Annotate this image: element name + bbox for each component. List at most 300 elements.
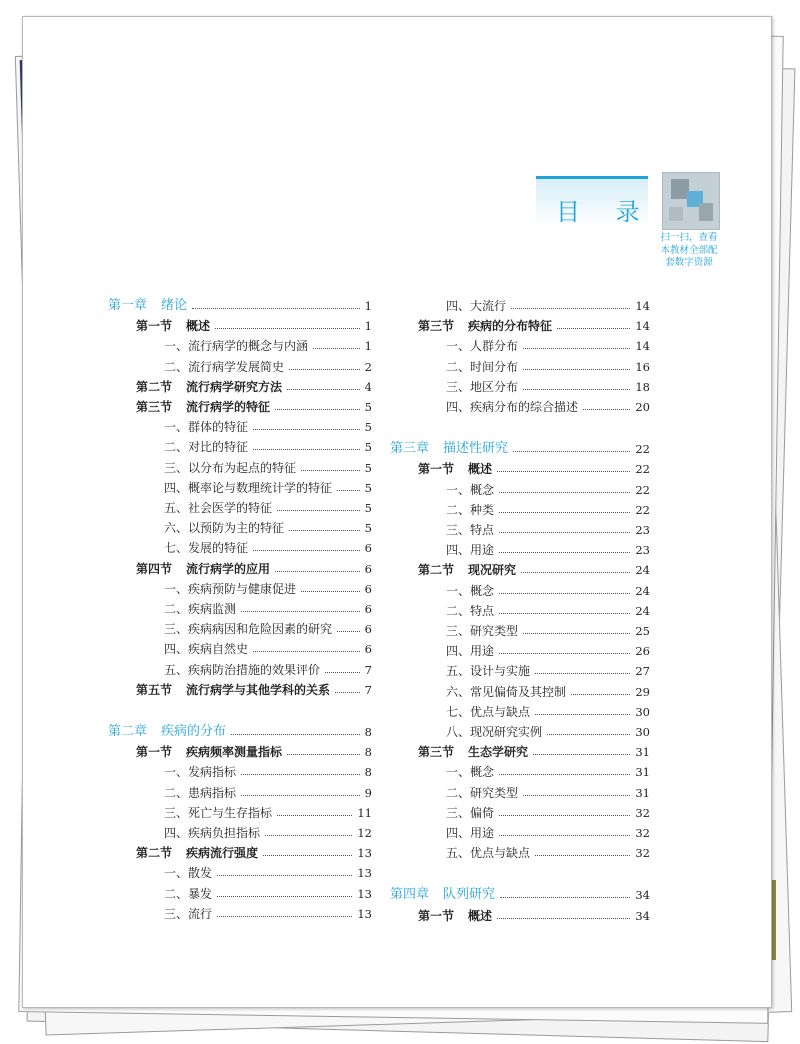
toc-entry-label xyxy=(164,599,236,619)
toc-entry-number: 第一章 xyxy=(108,298,148,313)
toc-entry-title: 三、流行 xyxy=(164,906,213,921)
dot-leader xyxy=(337,631,360,632)
toc-item-row[interactable] xyxy=(446,397,650,417)
toc-page-number: 20 xyxy=(635,400,650,414)
toc-section-row[interactable] xyxy=(418,742,650,762)
toc-entry-title: 二、疾病监测 xyxy=(164,602,237,616)
toc-page-number: 13 xyxy=(357,846,372,861)
dot-leader xyxy=(275,409,360,410)
dot-leader xyxy=(583,409,630,410)
toc-page-number: 22 xyxy=(635,462,650,477)
toc-section-row[interactable] xyxy=(136,843,372,863)
toc-entry-title: 一、散发 xyxy=(164,866,213,881)
toc-entry-label xyxy=(164,458,296,478)
dot-leader xyxy=(231,734,360,735)
toc-item-row[interactable] xyxy=(446,682,650,702)
toc-entry-label xyxy=(446,581,494,601)
toc-entry-label xyxy=(418,742,528,762)
toc-entry-label xyxy=(446,377,518,397)
toc-entry-label xyxy=(446,803,494,823)
toc-item-row[interactable] xyxy=(446,823,650,843)
toc-item-row[interactable] xyxy=(164,336,372,356)
toc-entry-label xyxy=(108,722,226,742)
toc-item-row[interactable] xyxy=(446,843,650,863)
toc-entry-number: 第二节 xyxy=(136,379,173,394)
dot-leader xyxy=(497,918,630,919)
toc-page-number: 12 xyxy=(357,826,372,840)
toc-entry-label xyxy=(164,884,212,904)
toc-section-row[interactable] xyxy=(418,906,650,926)
toc-entry-number: 第三章 xyxy=(390,441,430,457)
dot-leader xyxy=(499,492,630,493)
toc-page-number: 34 xyxy=(635,888,650,903)
toc-entry-title: 现况研究 xyxy=(468,563,517,578)
toc-entry-number: 第四章 xyxy=(390,887,430,903)
toc-entry-title: 六、以预防为主的特征 xyxy=(164,521,285,536)
toc-entry-title: 二、暴发 xyxy=(164,886,213,901)
toc-entry-title: 四、用途 xyxy=(446,644,495,659)
toc-entry-label xyxy=(136,843,258,863)
toc-item-row[interactable] xyxy=(164,904,372,924)
toc-entry-label xyxy=(446,823,494,843)
qr-code-icon[interactable] xyxy=(662,172,720,230)
toc-entry-label xyxy=(446,357,518,377)
dot-leader xyxy=(241,611,360,612)
toc-item-row[interactable] xyxy=(446,540,650,560)
toc-entry-label xyxy=(164,660,320,680)
toc-entry-title: 疾病频率测量指标 xyxy=(186,745,283,760)
toc-entry-label xyxy=(418,906,492,926)
toc-entry-label xyxy=(164,783,236,803)
toc-item-row[interactable] xyxy=(446,520,650,540)
toc-item-row[interactable] xyxy=(446,357,650,377)
toc-entry-label xyxy=(164,619,332,639)
toc-entry-label xyxy=(164,803,272,823)
toc-page-number: 32 xyxy=(635,846,650,861)
toc-entry-title: 二、患病指标 xyxy=(164,785,237,800)
toc-page-number: 18 xyxy=(635,379,650,394)
dot-leader xyxy=(335,692,360,693)
dot-leader xyxy=(499,552,630,553)
toc-entry-title: 四、概率论与数理统计学的特征 xyxy=(164,480,333,495)
toc-entry-label xyxy=(164,518,284,538)
toc-entry-title: 生态学研究 xyxy=(468,745,529,760)
toc-entry-label xyxy=(136,680,330,700)
dot-leader xyxy=(533,754,630,755)
dot-leader xyxy=(521,572,630,573)
dot-leader xyxy=(497,471,630,472)
toc-page-number: 24 xyxy=(635,583,650,598)
dot-leader xyxy=(265,835,352,836)
toc-item-row[interactable] xyxy=(164,884,372,904)
dot-leader xyxy=(499,815,630,816)
toc-entry-title: 一、概念 xyxy=(446,482,495,497)
toc-page-number: 31 xyxy=(635,745,650,760)
toc-page-number: 34 xyxy=(635,908,650,923)
toc-item-row[interactable] xyxy=(164,458,372,478)
toc-entry-title: 六、常见偏倚及其控制 xyxy=(446,684,567,699)
toc-entry-number: 第三节 xyxy=(136,400,173,414)
toc-item-row[interactable] xyxy=(164,538,372,558)
toc-item-row[interactable] xyxy=(446,336,650,356)
toc-entry-label xyxy=(418,316,552,336)
toc-item-row[interactable] xyxy=(446,500,650,520)
toc-page-number: 1 xyxy=(364,339,372,354)
toc-page-number: 16 xyxy=(635,359,650,374)
qr-caption: 扫一扫，查看本教材全部配套数字资源 xyxy=(660,232,718,269)
toc-item-row[interactable] xyxy=(446,601,650,621)
toc-page-number: 23 xyxy=(635,523,650,537)
toc-item-row[interactable] xyxy=(446,722,650,742)
dot-leader xyxy=(557,328,630,329)
toc-entry-number: 第一节 xyxy=(136,319,173,334)
toc-entry-title: 二、对比的特征 xyxy=(164,440,249,455)
dot-leader xyxy=(500,897,630,898)
dot-leader xyxy=(215,328,360,329)
toc-entry-title: 四、用途 xyxy=(446,543,495,558)
toc-entry-title: 绪论 xyxy=(161,298,188,313)
toc-page-number: 9 xyxy=(364,785,372,800)
toc-entry-number: 第四节 xyxy=(136,561,173,576)
dot-leader xyxy=(499,593,630,594)
toc-section-row[interactable] xyxy=(418,459,650,479)
toc-chapter-row[interactable] xyxy=(108,296,372,316)
toc-entry-number: 第二节 xyxy=(418,563,455,578)
dot-leader xyxy=(499,532,630,533)
toc-page-number: 29 xyxy=(635,684,650,699)
toc-entry-title: 三、特点 xyxy=(446,523,495,537)
toc-page-number: 6 xyxy=(364,561,372,576)
dot-leader xyxy=(253,429,360,430)
dot-leader xyxy=(523,795,630,796)
toc-entry-number: 第三节 xyxy=(418,319,455,334)
toc-item-row[interactable] xyxy=(164,437,372,457)
toc-page-number: 11 xyxy=(357,805,372,820)
toc-page xyxy=(22,16,772,1008)
toc-page-number: 2 xyxy=(364,359,372,374)
toc-entry-title: 二、流行病学发展简史 xyxy=(164,359,285,374)
toc-entry-title: 二、特点 xyxy=(446,603,495,618)
toc-entry-title: 一、流行病学的概念与内涵 xyxy=(164,339,309,354)
toc-item-row[interactable] xyxy=(446,641,650,661)
dot-leader xyxy=(571,694,630,695)
toc-entry-title: 一、发病指标 xyxy=(164,765,237,780)
toc-item-row[interactable] xyxy=(446,702,650,722)
toc-entry-title: 疾病的分布特征 xyxy=(468,319,553,334)
dot-leader xyxy=(241,795,360,796)
toc-item-row[interactable] xyxy=(446,296,650,316)
toc-entry-label xyxy=(446,641,494,661)
toc-section-row[interactable] xyxy=(136,377,372,397)
toc-entry-label xyxy=(446,520,494,540)
toc-entry-title: 流行病学的特征 xyxy=(186,400,271,414)
toc-item-row[interactable] xyxy=(164,762,372,782)
toc-page-number: 7 xyxy=(364,682,372,697)
toc-entry-title: 五、社会医学的特征 xyxy=(164,501,273,515)
toc-entry-label xyxy=(446,296,506,316)
toc-page-number: 8 xyxy=(364,765,372,780)
toc-entry-number: 第五节 xyxy=(136,682,173,697)
toc-entry-title: 四、疾病负担指标 xyxy=(164,826,261,840)
toc-item-row[interactable] xyxy=(446,377,650,397)
toc-entry-title: 四、用途 xyxy=(446,826,495,840)
toc-entry-label xyxy=(446,843,530,863)
toc-item-row[interactable] xyxy=(164,639,372,659)
toc-entry-label xyxy=(446,661,530,681)
toc-item-row[interactable] xyxy=(164,478,372,498)
toc-section-row[interactable] xyxy=(136,397,372,417)
dot-leader xyxy=(192,308,360,309)
toc-entry-title: 流行病学与其他学科的关系 xyxy=(186,682,331,697)
toc-page-number: 4 xyxy=(364,379,372,394)
dot-leader xyxy=(499,512,630,513)
toc-entry-number: 第一节 xyxy=(136,745,173,760)
toc-page-number: 8 xyxy=(364,745,372,760)
toc-item-row[interactable] xyxy=(164,417,372,437)
toc-chapter-row[interactable] xyxy=(390,885,650,905)
toc-entry-label xyxy=(446,621,518,641)
toc-page-number: 24 xyxy=(635,603,650,618)
toc-page-number: 32 xyxy=(635,805,650,820)
toc-entry-title: 五、疾病防治措施的效果评价 xyxy=(164,662,321,677)
dot-leader xyxy=(277,815,352,816)
toc-entry-title: 七、优点与缺点 xyxy=(446,704,531,719)
toc-page-number: 1 xyxy=(364,299,372,313)
toc-entry-label xyxy=(164,762,236,782)
toc-entry-title: 一、人群分布 xyxy=(446,339,519,354)
toc-item-row[interactable] xyxy=(164,863,372,883)
toc-entry-title: 二、研究类型 xyxy=(446,785,519,800)
toc-page-number: 5 xyxy=(364,521,372,536)
toc-entry-title: 队列研究 xyxy=(443,887,496,903)
toc-entry-title: 二、种类 xyxy=(446,502,495,517)
toc-item-row[interactable] xyxy=(164,823,372,843)
toc-section-row[interactable] xyxy=(136,742,372,762)
toc-page-number: 13 xyxy=(357,906,372,921)
toc-entry-title: 概述 xyxy=(468,908,493,923)
toc-item-row[interactable] xyxy=(446,581,650,601)
toc-entry-title: 四、疾病分布的综合描述 xyxy=(446,400,579,414)
toc-page-number: 23 xyxy=(635,543,650,558)
toc-entry-label xyxy=(446,762,494,782)
toc-entry-number: 第一节 xyxy=(418,462,455,477)
toc-page-number: 14 xyxy=(635,319,650,334)
toc-page-number: 30 xyxy=(635,725,650,739)
toc-item-row[interactable] xyxy=(446,762,650,782)
toc-entry-label xyxy=(164,904,212,924)
toc-entry-title: 疾病流行强度 xyxy=(186,846,259,861)
toc-item-row[interactable] xyxy=(164,783,372,803)
toc-item-row[interactable] xyxy=(164,660,372,680)
toc-entry-title: 八、现况研究实例 xyxy=(446,725,543,739)
toc-page-number: 5 xyxy=(364,480,372,495)
toc-entry-label xyxy=(164,823,260,843)
toc-item-row[interactable] xyxy=(164,599,372,619)
toc-entry-title: 三、偏倚 xyxy=(446,805,495,820)
toc-item-row[interactable] xyxy=(446,783,650,803)
toc-entry-label xyxy=(164,437,248,457)
toc-entry-title: 流行病学研究方法 xyxy=(186,379,283,394)
toc-entry-title: 三、研究类型 xyxy=(446,624,519,638)
toc-entry-label xyxy=(164,538,248,558)
toc-entry-label xyxy=(164,863,212,883)
toc-entry-label xyxy=(164,336,308,356)
toc-item-row[interactable] xyxy=(164,803,372,823)
toc-entry-label xyxy=(164,579,296,599)
toc-entry-title: 四、大流行 xyxy=(446,299,507,313)
dot-leader xyxy=(301,470,360,471)
toc-entry-title: 一、概念 xyxy=(446,583,495,598)
dot-leader xyxy=(217,916,352,917)
toc-entry-label xyxy=(446,540,494,560)
toc-entry-title: 二、时间分布 xyxy=(446,359,519,374)
toc-entry-number: 第一节 xyxy=(418,908,455,923)
toc-entry-label xyxy=(418,459,492,479)
toc-page-number: 6 xyxy=(364,581,372,596)
dot-leader xyxy=(547,734,630,735)
toc-entry-label xyxy=(136,377,282,397)
dot-leader xyxy=(523,389,630,390)
toc-entry-title: 一、群体的特征 xyxy=(164,420,249,435)
toc-item-row[interactable] xyxy=(446,480,650,500)
toc-page-number: 13 xyxy=(357,886,372,901)
toc-entry-label xyxy=(446,601,494,621)
dot-leader xyxy=(511,308,630,309)
dot-leader xyxy=(535,855,630,856)
toc-page-number: 13 xyxy=(357,866,372,881)
toc-entry-title: 三、以分布为起点的特征 xyxy=(164,460,297,475)
toc-page-number: 8 xyxy=(364,725,372,739)
toc-entry-label xyxy=(446,480,494,500)
dot-leader xyxy=(289,369,360,370)
toc-item-row[interactable] xyxy=(446,621,650,641)
toc-entry-title: 三、疾病病因和危险因素的研究 xyxy=(164,622,333,637)
dot-leader xyxy=(277,510,360,511)
toc-page-number: 6 xyxy=(364,622,372,637)
toc-entry-label xyxy=(446,336,518,356)
toc-entry-label xyxy=(446,702,530,722)
dot-leader xyxy=(217,896,352,897)
toc-entry-title: 概述 xyxy=(186,319,211,334)
toc-page-number: 31 xyxy=(635,765,650,780)
dot-leader xyxy=(499,653,630,654)
dot-leader xyxy=(535,673,630,674)
toc-item-row[interactable] xyxy=(164,518,372,538)
toc-chapter-row[interactable] xyxy=(390,439,650,459)
toc-page-number: 22 xyxy=(635,442,650,457)
toc-item-row[interactable] xyxy=(446,661,650,681)
toc-page-number: 25 xyxy=(635,624,650,638)
toc-entry-number: 第二章 xyxy=(108,724,148,739)
toc-entry-title: 三、地区分布 xyxy=(446,379,519,394)
toc-entry-number: 第二节 xyxy=(136,846,173,861)
toc-entry-title: 疾病的分布 xyxy=(161,724,227,739)
toc-entry-label xyxy=(446,500,494,520)
toc-entry-label xyxy=(164,498,272,518)
toc-page-number: 22 xyxy=(635,502,650,517)
toc-entry-label xyxy=(164,417,248,437)
toc-item-row[interactable] xyxy=(446,803,650,823)
toc-page-number: 5 xyxy=(364,460,372,475)
toc-section-row[interactable] xyxy=(136,559,372,579)
toc-page-number: 30 xyxy=(635,704,650,719)
dot-leader xyxy=(287,389,360,390)
toc-page-number: 31 xyxy=(635,785,650,800)
dot-leader xyxy=(523,348,630,349)
toc-entry-title: 三、死亡与生存指标 xyxy=(164,805,273,820)
toc-page-number: 5 xyxy=(364,420,372,435)
toc-entry-title: 五、优点与缺点 xyxy=(446,846,531,861)
dot-leader xyxy=(289,530,360,531)
toc-entry-number: 第三节 xyxy=(418,745,455,760)
toc-entry-label xyxy=(390,885,495,905)
toc-page-number: 6 xyxy=(364,642,372,657)
toc-entry-label xyxy=(164,639,248,659)
page-title: 目 录 xyxy=(556,198,654,226)
dot-leader xyxy=(275,571,360,572)
toc-entry-label xyxy=(136,559,270,579)
toc-page-number: 7 xyxy=(364,662,372,677)
dot-leader xyxy=(217,875,352,876)
toc-entry-label xyxy=(108,296,187,316)
toc-page-number: 5 xyxy=(364,400,372,414)
toc-entry-label xyxy=(136,316,210,336)
dot-leader xyxy=(535,714,630,715)
dot-leader xyxy=(499,613,630,614)
dot-leader xyxy=(499,774,630,775)
toc-chapter-row[interactable] xyxy=(108,722,372,742)
toc-item-row[interactable] xyxy=(164,498,372,518)
toc-entry-title: 描述性研究 xyxy=(443,441,509,457)
toc-section-row[interactable] xyxy=(418,560,650,580)
toc-entry-label xyxy=(136,742,282,762)
dot-leader xyxy=(325,672,360,673)
dot-leader xyxy=(513,451,630,452)
toc-item-row[interactable] xyxy=(164,619,372,639)
toc-section-row[interactable] xyxy=(136,680,372,700)
dot-leader xyxy=(499,835,630,836)
toc-entry-title: 流行病学的应用 xyxy=(186,561,271,576)
toc-entry-label xyxy=(446,397,578,417)
toc-page-number: 1 xyxy=(364,319,372,334)
dot-leader xyxy=(253,449,360,450)
toc-entry-label xyxy=(136,397,270,417)
toc-page-number: 6 xyxy=(364,602,372,616)
toc-entry-title: 概述 xyxy=(468,462,493,477)
toc-entry-label xyxy=(418,560,516,580)
toc-section-row[interactable] xyxy=(418,316,650,336)
dot-leader xyxy=(523,633,630,634)
toc-entry-title: 五、设计与实施 xyxy=(446,664,531,679)
toc-item-row[interactable] xyxy=(164,357,372,377)
toc-page-number: 24 xyxy=(635,563,650,578)
toc-page-number: 6 xyxy=(364,541,372,556)
toc-page-number: 22 xyxy=(635,482,650,497)
toc-entry-label xyxy=(446,783,518,803)
toc-entry-title: 一、概念 xyxy=(446,765,495,780)
toc-entry-title: 七、发展的特征 xyxy=(164,541,249,556)
dot-leader xyxy=(313,348,360,349)
dot-leader xyxy=(253,550,360,551)
toc-page-number: 14 xyxy=(635,339,650,354)
toc-entry-title: 四、疾病自然史 xyxy=(164,642,249,657)
toc-item-row[interactable] xyxy=(164,579,372,599)
toc-entry-label xyxy=(164,478,332,498)
toc-section-row[interactable] xyxy=(136,316,372,336)
toc-page-number: 5 xyxy=(364,440,372,455)
dot-leader xyxy=(287,754,360,755)
toc-page-number: 26 xyxy=(635,644,650,659)
